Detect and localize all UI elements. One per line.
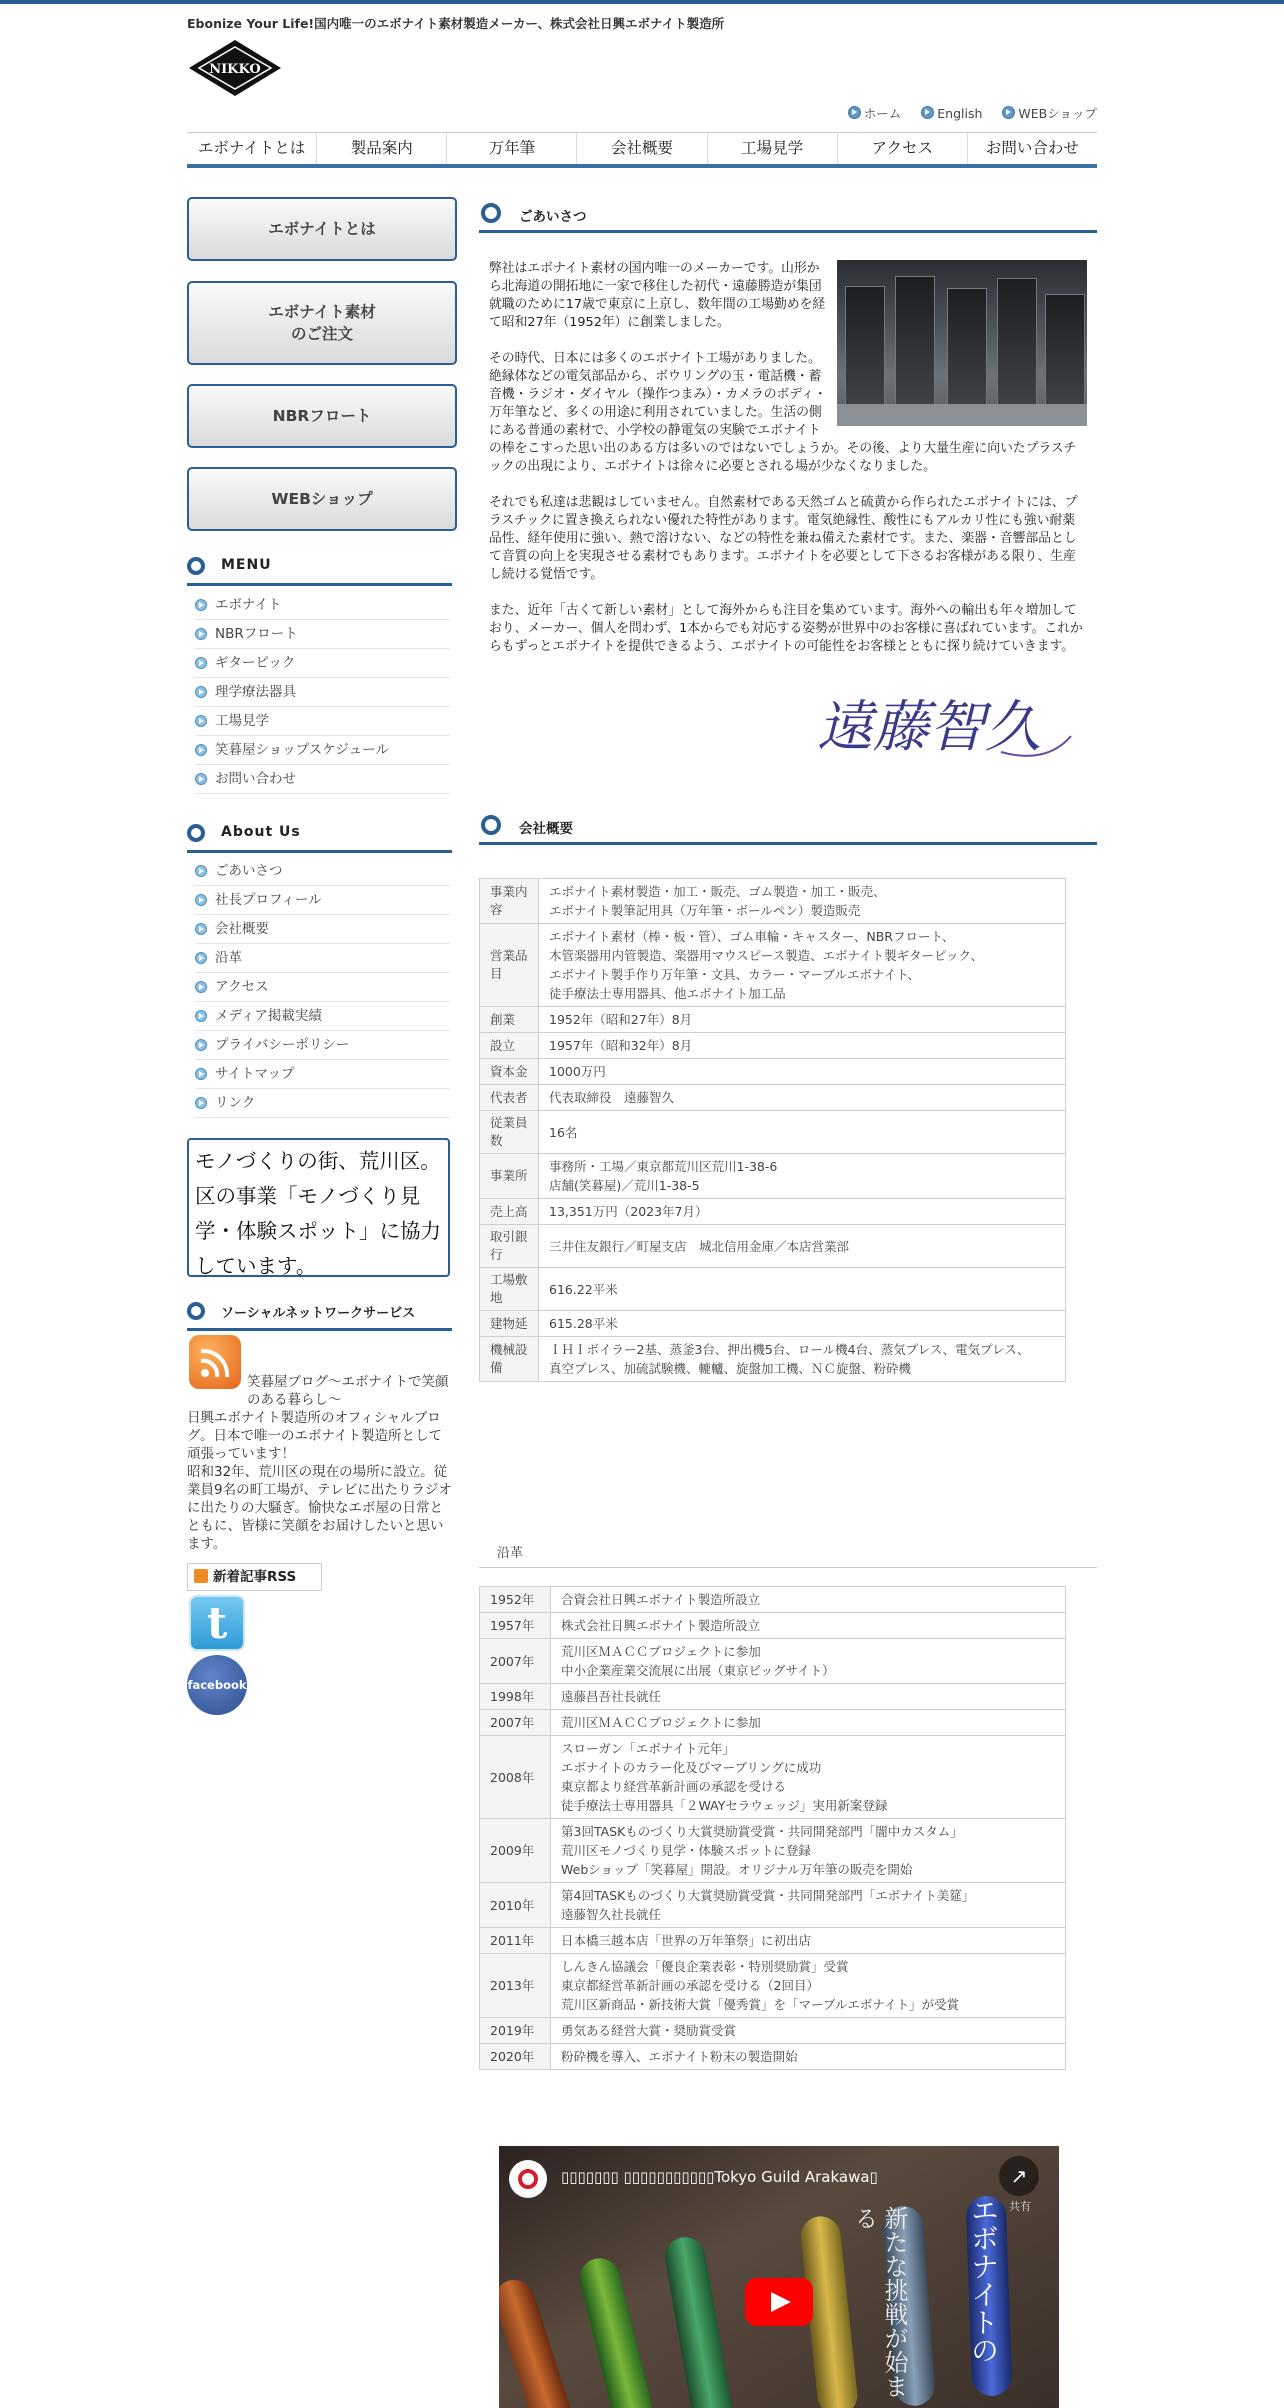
history-row [480, 1587, 1066, 1613]
company-row-value [539, 879, 1066, 924]
company-row-label: 事業内容 [480, 879, 539, 924]
company-row-value [539, 1337, 1066, 1382]
history-row-label: 1957年 [480, 1613, 551, 1639]
company-heading: 会社概要 [479, 812, 1097, 845]
bullet-arrow-icon [195, 952, 207, 964]
nav-company[interactable]: 会社概要 [576, 133, 706, 164]
about-item-sitemap[interactable]: サイトマップ [195, 1060, 450, 1089]
company-row-value [539, 1154, 1066, 1199]
company-row-value [539, 1085, 1066, 1111]
value-line: エボナイト製手作り万年筆・文具、カラー・マーブルエボナイト、 [549, 967, 921, 982]
machine-shape [895, 276, 935, 408]
machine-shape [997, 278, 1037, 408]
blog-title-link[interactable]: 笑暮屋ブログ〜エボナイトで笑顔のある暮らし〜 [247, 1374, 449, 1408]
rss-icon [194, 1569, 208, 1583]
webshop-button[interactable]: WEBショップ [187, 467, 457, 531]
value-line: 第4回TASKものづくり大賞奨励賞受賞・共同開発部門「エボナイト美筵」 [561, 1888, 975, 1903]
value-line: ＩＨＩボイラー2基、蒸釜3台、押出機5台、ロール機4台、蒸気プレス、電気プレス、 [549, 1342, 1030, 1357]
site-tagline: Ebonize Your Life!国内唯一のエボナイト素材製造メーカー、株式会社日興エボナイト製造所 [187, 16, 725, 31]
bullet-arrow-icon [195, 657, 207, 669]
value-line: エボナイトのカラー化及びマーブリングに成功 [561, 1760, 822, 1775]
company-row-label: 建物延 [480, 1311, 539, 1337]
value-line: 店舗(笑暮屋)／荒川1-38-5 [549, 1178, 700, 1193]
history-row-value [551, 1819, 1066, 1883]
facebook-icon[interactable]: facebook [187, 1655, 247, 1715]
value-line: 遠藤昌吾社長就任 [561, 1689, 662, 1704]
history-row-value [551, 1710, 1066, 1736]
video-title[interactable]: ▯▯▯▯▯▯▯ ▯▯▯▯▯▯▯▯▯▯▯Tokyo Guild Arakawa▯ [561, 2168, 878, 2186]
ebonite-button[interactable]: エボナイトとは [187, 197, 457, 261]
english-link[interactable]: English [921, 106, 982, 121]
bullet-arrow-icon [195, 686, 207, 698]
company-row-value [539, 1225, 1066, 1268]
company-row-value [539, 924, 1066, 1007]
bullet-arrow-icon [195, 1039, 207, 1051]
company-row-label: 資本金 [480, 1059, 539, 1085]
global-nav [187, 132, 1097, 168]
value-line: 事務所・工場／東京都荒川区荒川1-38-6 [549, 1159, 778, 1174]
history-row [480, 1613, 1066, 1639]
greeting-heading: ごあいさつ [479, 200, 1097, 233]
about-item-access[interactable]: アクセス [195, 973, 450, 1002]
webshop-link[interactable]: WEBショップ [1002, 104, 1097, 122]
machine-shape [947, 288, 987, 408]
history-row-value [551, 2018, 1066, 2044]
history-row [480, 1710, 1066, 1736]
about-item-privacy[interactable]: プライバシーポリシー [195, 1031, 450, 1060]
company-row [480, 1085, 1066, 1111]
company-row [480, 1154, 1066, 1199]
history-heading: 沿革 [479, 1542, 1097, 1568]
bullet-arrow-icon [195, 894, 207, 906]
about-item-greeting[interactable]: ごあいさつ [195, 857, 450, 886]
history-row-value [551, 1684, 1066, 1710]
history-row [480, 2044, 1066, 2070]
arrow-circle-icon [848, 106, 861, 119]
nav-contact[interactable]: お問い合わせ [967, 133, 1097, 164]
value-line: Webショップ「笑暮屋」開設。オリジナル万年筆の販売を開始 [561, 1862, 913, 1877]
blog-description: 笑暮屋ブログ〜エボナイトで笑顔のある暮らし〜 日興エボナイト製造所のオフィシャルブログ。日本で唯一のエボナイト製造所として頑張っています！ 昭和32年、荒川区の現在の場所に設立。従業員9名の町工場が、テレビに出たりラジオに出たりの大騒ぎ。愉快なエボ屋の日常とともに、皆様に笑顔をお届けしたいと思います。 [187, 1374, 452, 1552]
company-row-value [539, 1007, 1066, 1033]
machine-shape [845, 286, 885, 408]
ring-icon [187, 1302, 205, 1320]
value-line: 三井住友銀行／町屋支店 城北信用金庫／本店営業部 [549, 1238, 850, 1254]
value-line: 荒川区ＭＡＣＣプロジェクトに参加 [561, 1644, 761, 1659]
value-line: 1952年（昭和27年）8月 [549, 1012, 693, 1027]
company-table [479, 878, 1066, 1382]
company-row [480, 1199, 1066, 1225]
company-row-value [539, 1268, 1066, 1311]
history-row-label: 2009年 [480, 1819, 551, 1883]
company-row-label: 代表者 [480, 1085, 539, 1111]
company-row [480, 1033, 1066, 1059]
history-table [479, 1586, 1066, 2070]
company-row-value [539, 1311, 1066, 1337]
value-line: 日本橋三越本店「世界の万年筆祭」に初出店 [561, 1933, 812, 1948]
history-row-label: 2008年 [480, 1736, 551, 1819]
history-row-value [551, 1883, 1066, 1928]
value-line: 16名 [549, 1124, 578, 1140]
value-line: 13,351万円（2023年7月） [549, 1204, 708, 1219]
company-row [480, 1337, 1066, 1382]
rss-feed-button[interactable]: 新着記事RSS [187, 1563, 322, 1591]
bullet-arrow-icon [195, 923, 207, 935]
company-row-label: 工場敷地 [480, 1268, 539, 1311]
bullet-arrow-icon [195, 1097, 207, 1109]
value-line: 株式会社日興エボナイト製造所設立 [561, 1618, 761, 1633]
history-row-value [551, 1639, 1066, 1684]
greeting-text: 弊社はエボナイト素材の国内唯一のメーカーです。山形から北海道の開拓地に一家で移住した初代・遠藤勝造が集団就職のために17歳で東京に上京し、数年間の工場勤めを経て昭和27年（1952年）に創業しました。 その時代、日本には多くのエボナイト工場がありました。絶縁体などの電気部品から、ボウリングの玉・電話機・蓄音機・ラジオ・ダイヤル（操作つまみ）・カメラのボディ・万年筆など、多くの用途に利用されていました。生活の側にある普通の素材で、小学校の静電気の実験でエボナイトの棒をこすった思い出のある方は多いのではないでしょうか。その後、より大量生産に向いたプラスチックの出現により、エボナイトは徐々に必要とされる場が少なくなりました。 それでも私達は悲観はしていません。自然素材である天然ゴムと硫黄から作られたエボナイトには、プラスチックに置き換えられない優れた特性があります。電気絶縁性、酸性にもアルカリ性にも強い耐薬品性、経年使用に強い、熱で溶けない、などの特性を兼ね備えた素材です。また、楽器・音響部品として音質の向上を実現させる素材でもあります。エボナイトを必要として下さるお客様がある限り、生産し続ける覚悟です。 また、近年「古くて新しい素材」として海外からも注目を集めています。海外への輸出も年々増加しており、メーカー、個人を問わず、1本からでも対応する姿勢が世界中のお客様に喜ばれています。これからもずっとエボナイトを提供できるよう、エボナイトの可能性をお客様とともに探り続けていきます。 [489, 260, 1087, 674]
about-item-profile[interactable]: 社長プロフィール [195, 886, 450, 915]
company-row [480, 1111, 1066, 1154]
value-line: 合資会社日興エボナイト製造所設立 [561, 1592, 761, 1607]
value-line: 徒手療法士専用器具「２WAYセラウェッジ」実用新案登録 [561, 1798, 888, 1813]
history-row-value [551, 1587, 1066, 1613]
menu-heading: MENU [187, 555, 452, 586]
pen-shape [499, 2275, 589, 2408]
value-line: 615.28平米 [549, 1316, 618, 1331]
logo-text: NIKKO [209, 62, 261, 77]
company-row-label: 従業員数 [480, 1111, 539, 1154]
company-row-value [539, 1059, 1066, 1085]
nav-access[interactable]: アクセス [837, 133, 967, 164]
history-row-label: 2007年 [480, 1639, 551, 1684]
history-row-value [551, 1954, 1066, 2018]
history-row-value [551, 1613, 1066, 1639]
ring-icon [481, 815, 501, 835]
pen-shape [662, 2234, 736, 2408]
history-row-value [551, 2044, 1066, 2070]
value-line: 東京都より経営革新計画の承認を受ける [561, 1779, 787, 1794]
about-item-company[interactable]: 会社概要 [195, 915, 450, 944]
video-embed[interactable] [499, 2146, 1059, 2408]
value-line: 荒川区ＭＡＣＣプロジェクトに参加 [561, 1715, 761, 1730]
arrow-circle-icon [921, 106, 934, 119]
value-line: 遠藤智久社長就任 [561, 1907, 662, 1922]
menu-item-nbr-float[interactable]: NBRフロート [195, 620, 450, 649]
history-row [480, 1639, 1066, 1684]
history-row-label: 2011年 [480, 1928, 551, 1954]
arakawa-banner[interactable]: モノづくりの街、荒川区。区の事業「モノづくり見学・体験スポット」に協力しています。 [187, 1138, 450, 1277]
menu-item-shop-schedule[interactable]: 笑暮屋ショップスケジュール [195, 736, 450, 765]
menu-list [195, 591, 450, 794]
value-line: 粉砕機を導入、エボナイト粉末の製造開始 [561, 2049, 798, 2064]
history-row [480, 1954, 1066, 2018]
value-line: 木管楽器用内管製造、楽器用マウスピース製造、エボナイト製ギターピック、 [549, 948, 984, 963]
bullet-arrow-icon [195, 981, 207, 993]
share-label: 共有 [1009, 2200, 1031, 2213]
value-line: 代表取締役 遠藤智久 [549, 1090, 675, 1105]
value-line: 第3回TASKものづくり大賞奨励賞受賞・共同開発部門「闇中カスタム」 [561, 1824, 963, 1839]
history-row [480, 1928, 1066, 1954]
company-row-label: 設立 [480, 1033, 539, 1059]
company-row [480, 1059, 1066, 1085]
ring-icon [481, 203, 501, 223]
ring-icon [187, 557, 205, 575]
history-row-label: 2020年 [480, 2044, 551, 2070]
history-row [480, 2018, 1066, 2044]
ring-icon [187, 824, 205, 842]
history-row [480, 1819, 1066, 1883]
value-line: 616.22平米 [549, 1281, 618, 1297]
menu-item-contact[interactable]: お問い合わせ [195, 765, 450, 794]
bullet-arrow-icon [195, 599, 207, 611]
nav-factory-tour[interactable]: 工場見学 [707, 133, 837, 164]
bullet-arrow-icon [195, 744, 207, 756]
history-row-label: 2007年 [480, 1710, 551, 1736]
youtube-play-icon[interactable] [745, 2278, 813, 2326]
factory-photo [837, 260, 1087, 426]
value-line: 東京都経営革新計画の承認を受ける（2回目） [561, 1978, 819, 1993]
order-material-button[interactable]: エボナイト素材 のご注文 [187, 281, 457, 365]
nbr-float-button[interactable]: NBRフロート [187, 384, 457, 448]
home-link[interactable]: ホーム [848, 104, 902, 122]
value-line: 1000万円 [549, 1064, 606, 1079]
company-row [480, 924, 1066, 1007]
about-item-history[interactable]: 沿革 [195, 944, 450, 973]
nav-fountain-pen[interactable]: 万年筆 [446, 133, 576, 164]
bullet-arrow-icon [195, 628, 207, 640]
menu-item-factory-tour[interactable]: 工場見学 [195, 707, 450, 736]
company-row [480, 1007, 1066, 1033]
menu-item-ebonite[interactable]: エボナイト [195, 591, 450, 620]
company-row-value [539, 1111, 1066, 1154]
bullet-arrow-icon [195, 1068, 207, 1080]
menu-item-therapy-tools[interactable]: 理学療法器具 [195, 678, 450, 707]
value-line: しんきん協議会「優良企業表彰・特別奨励賞」受賞 [561, 1959, 849, 1974]
svg-text:遠藤智久: 遠藤智久 [817, 695, 1041, 760]
company-row-value [539, 1199, 1066, 1225]
history-row-value [551, 1928, 1066, 1954]
history-row-label: 2010年 [480, 1883, 551, 1928]
about-heading: About Us [187, 822, 452, 853]
company-row [480, 1225, 1066, 1268]
value-line: エボナイト製筆記用具（万年筆・ボールペン）製造販売 [549, 903, 861, 918]
value-line: 荒川区新商品・新技術大賞「優秀賞」を「マーブルエボナイト」が受賞 [561, 1997, 960, 2012]
president-signature [779, 680, 1079, 776]
bullet-arrow-icon [195, 773, 207, 785]
value-line: エボナイト素材（棒・板・管）、ゴム車輪・キャスター、NBRフロート、 [549, 929, 955, 944]
company-row-label: 機械設備 [480, 1337, 539, 1382]
sns-heading: ソーシャルネットワークサービス [187, 1300, 452, 1331]
history-row-label: 2019年 [480, 2018, 551, 2044]
bullet-arrow-icon [195, 1010, 207, 1022]
value-line: 勇気ある経営大賞・奨励賞受賞 [561, 2023, 737, 2038]
value-line: 真空プレス、加硫試験機、轆轤、旋盤加工機、ＮＣ旋盤、粉砕機 [549, 1361, 912, 1376]
history-row [480, 1883, 1066, 1928]
about-item-links[interactable]: リンク [195, 1089, 450, 1118]
menu-item-guitar-pick[interactable]: ギターピック [195, 649, 450, 678]
arrow-circle-icon [1002, 106, 1015, 119]
company-row-label: 売上高 [480, 1199, 539, 1225]
value-line: エボナイト素材製造・加工・販売、ゴム製造・加工・販売、 [549, 884, 886, 899]
nikko-logo[interactable] [187, 38, 283, 98]
about-list [195, 857, 450, 1118]
machine-shape [1045, 294, 1085, 408]
history-row-label: 1998年 [480, 1684, 551, 1710]
history-row [480, 1736, 1066, 1819]
twitter-icon[interactable]: t [189, 1595, 245, 1651]
value-line: 徒手療法士専用器具、他エボナイト加工品 [549, 986, 786, 1001]
history-row-label: 1952年 [480, 1587, 551, 1613]
top-links [832, 104, 1097, 122]
bullet-arrow-icon [195, 865, 207, 877]
history-row [480, 1684, 1066, 1710]
nav-ebonite[interactable]: エボナイトとは [197, 139, 306, 157]
company-row-label: 創業 [480, 1007, 539, 1033]
company-row [480, 1311, 1066, 1337]
value-line: 荒川区モノづくり見学・体験スポットに登録 [561, 1843, 811, 1858]
share-icon[interactable]: ↗ [999, 2156, 1039, 2196]
history-row-label: 2013年 [480, 1954, 551, 2018]
history-row-value [551, 1736, 1066, 1819]
channel-avatar[interactable] [509, 2160, 547, 2198]
company-row-label: 取引銀行 [480, 1225, 539, 1268]
value-line: スローガン「エボナイト元年」 [561, 1741, 735, 1756]
video-overlay-text-2: 新たな挑戦が始まる [850, 2206, 908, 2398]
video-overlay-text: エボナイトの [967, 2196, 1000, 2364]
company-row-label: 営業品目 [480, 924, 539, 1007]
value-line: 中小企業産業交流展に出展（東京ビッグサイト） [561, 1663, 835, 1678]
nav-products[interactable]: 製品案内 [316, 133, 446, 164]
company-row-value [539, 1033, 1066, 1059]
company-row [480, 1268, 1066, 1311]
pen-shape [575, 2254, 662, 2408]
about-item-media[interactable]: メディア掲載実績 [195, 1002, 450, 1031]
company-row [480, 879, 1066, 924]
bullet-arrow-icon [195, 715, 207, 727]
floor-shape [837, 404, 1087, 426]
company-row-label: 事業所 [480, 1154, 539, 1199]
value-line: 1957年（昭和32年）8月 [549, 1038, 693, 1053]
